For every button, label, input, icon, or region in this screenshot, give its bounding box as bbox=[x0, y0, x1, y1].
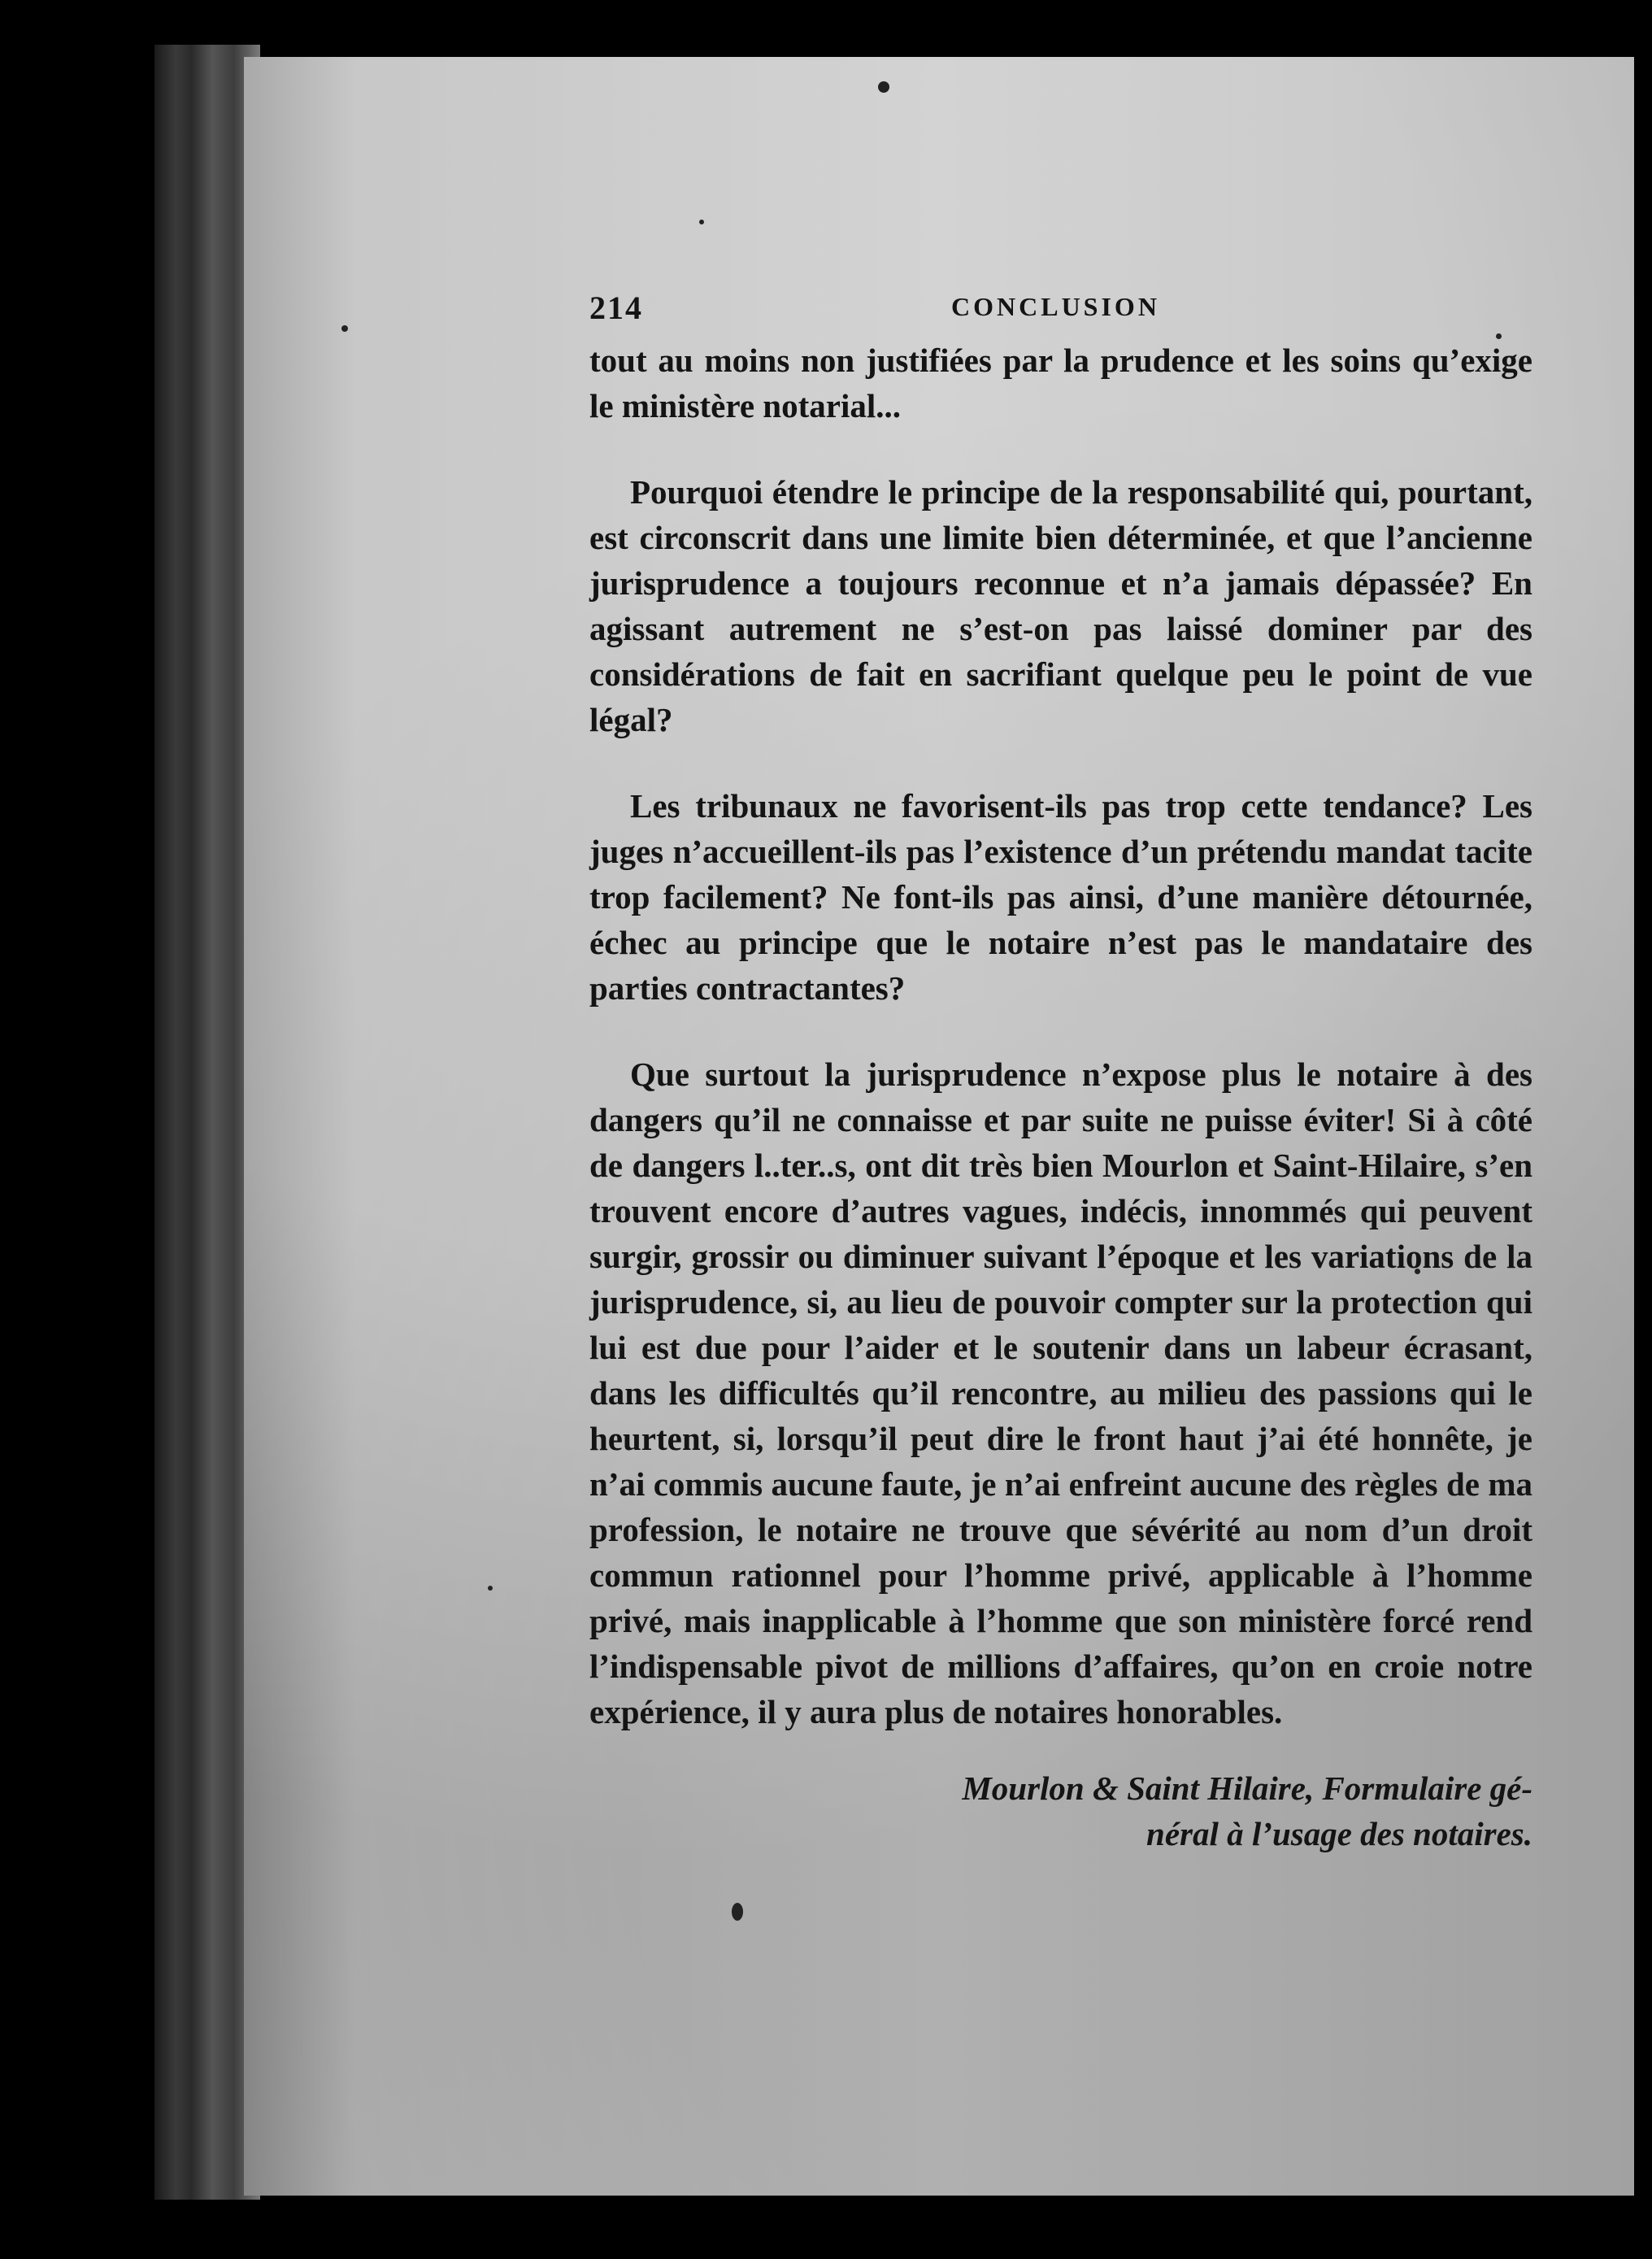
page-content bbox=[589, 289, 1532, 1856]
citation-line: néral à l’usage des notaires. bbox=[1146, 1815, 1532, 1852]
paragraph: Pourquoi étendre le principe de la responsabilité qui, pourtant, est circonscrit dans une limite bien déterminée, et que l’ancienne jurisprudence a toujours reconnue et n’a jamais dépassée? En agissant autrement ne s’est-on pas laissé dominer par des considérations de fait en sacrifiant quelque peu le point de vue légal? bbox=[589, 473, 1532, 738]
citation-line: Mourlon & Saint Hilaire, Formulaire gé- bbox=[962, 1769, 1532, 1807]
running-head bbox=[589, 289, 1532, 337]
paragraph-continuation: tout au moins non justifiées par la prudence et les soins qu’exige le ministère notarial... bbox=[589, 342, 1532, 424]
page-number: 214 bbox=[589, 289, 643, 326]
ink-speck bbox=[878, 81, 889, 93]
ink-speck bbox=[488, 1586, 493, 1591]
citation bbox=[589, 1765, 1532, 1856]
ink-speck bbox=[699, 220, 704, 224]
paragraph: Les tribunaux ne favorisent-ils pas trop cette tendance? Les juges n’accueillent-ils pas l’existence d’un prétendu mandat tacite trop facilement? Ne font-ils pas ainsi, d’une manière détournée, échec au principe que le notaire n’est pas le mandataire des parties contractantes? bbox=[589, 787, 1532, 1007]
ink-speck bbox=[732, 1903, 743, 1921]
paragraph: Que surtout la jurisprudence n’expose plus le notaire à des dangers qu’il ne connaisse et par suite ne puisse éviter! Si à côté de dangers l..ter..s, ont dit très bien Mourlon et Saint-Hilaire, s’en trouvent encore d’autres vagues, indécis, innommés qui peuvent surgir, grossir ou diminuer suivant l’époque et les variations de la jurisprudence, si, au lieu de pouvoir compter sur la protection qui lui est due pour l’aider et le soutenir dans un labeur écrasant, dans les difficultés qu’il rencontre, au milieu des passions qui le heurtent, si, lorsqu’il peut dire le front haut j’ai été honnête, je n’ai commis aucune faute, je n’ai enfreint aucune des règles de ma profession, le notaire ne trouve que sévérité au nom d’un droit commun rationnel pour l’homme privé, applicable à l’homme privé, mais inapplicable à l’homme que son ministère forcé rend l’indispensable pivot de millions d’affaires, qu’on en croie notre expérience, il y aura plus de notaires honorables. bbox=[589, 1056, 1532, 1730]
running-title: CONCLUSION bbox=[951, 292, 1160, 321]
ink-speck bbox=[341, 325, 348, 332]
